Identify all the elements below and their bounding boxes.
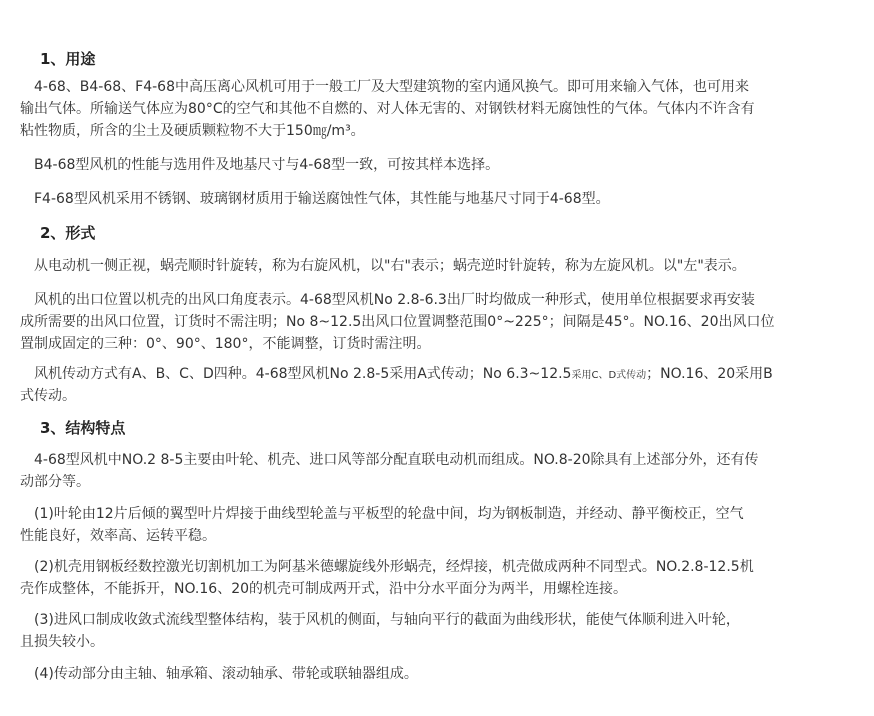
paragraph-line: (2)机壳用钢板经数控激光切割机加工为阿基米德螺旋线外形蜗壳，经焊接，机壳做成两种不同型式。NO.2.8-12.5机 — [20, 559, 754, 575]
paragraph — [20, 188, 858, 210]
paragraph-line: 动部分等。 — [20, 474, 90, 490]
paragraph-line: (1)叶轮由12片后倾的翼型叶片焊接于曲线型轮盖与平板型的轮盘中间，均为钢板制造，并经动、静平衡校正，空气 — [20, 506, 744, 522]
paragraph — [20, 255, 858, 277]
paragraph — [20, 556, 858, 600]
paragraph-line: B4-68型风机的性能与选用件及地基尺寸与4-68型一致，可按其样本选择。 — [20, 157, 500, 173]
section-heading-usage: 1、用途 — [40, 50, 96, 68]
paragraph — [20, 449, 858, 493]
section-heading-structure: 3、结构特点 — [40, 419, 126, 437]
paragraph-line: 从电动机一侧正视，蜗壳顺时针旋转，称为右旋风机，以"右"表示；蜗壳逆时针旋转，称为左旋风机。以"左"表示。 — [20, 258, 746, 274]
paragraph — [20, 76, 858, 142]
paragraph — [20, 609, 858, 653]
paragraph-line: (4)传动部分由主轴、轴承箱、滚动轴承、带轮或联轴器组成。 — [20, 666, 418, 682]
paragraph — [20, 503, 858, 547]
paragraph — [20, 363, 858, 407]
paragraph — [20, 154, 858, 176]
section-heading-form: 2、形式 — [40, 224, 96, 242]
paragraph-line: 且损失较小。 — [20, 634, 104, 650]
paragraph-line — [20, 363, 858, 385]
paragraph-line: F4-68型风机采用不锈钢、玻璃钢材质用于输送腐蚀性气体，其性能与地基尺寸同于4-68型。 — [20, 191, 610, 207]
paragraph — [20, 289, 858, 355]
paragraph-line: 成所需要的出风口位置，订货时不需注明；No 8~12.5出风口位置调整范围0°~225°；间隔是45°。NO.16、20出风口位 — [20, 314, 775, 330]
text-segment: ；NO.16、20采用B — [646, 366, 773, 382]
paragraph-line: 式传动。 — [20, 388, 76, 404]
text-segment: 风机传动方式有A、B、C、D四种。4-68型风机No 2.8-5采用A式传动；No 6.3~12.5 — [20, 366, 572, 382]
paragraph-line: 粘性物质，所含的尘土及硬质颗粒物不大于150㎎/m³。 — [20, 123, 365, 139]
paragraph-line: 输出气体。所输送气体应为80°C的空气和其他不自燃的、对人体无害的、对钢铁材料无腐蚀性的气体。气体内不许含有 — [20, 101, 755, 117]
paragraph-line: 风机的出口位置以机壳的出风口角度表示。4-68型风机No 2.8-6.3出厂时均做成一种形式，使用单位根据要求再安装 — [20, 292, 755, 308]
paragraph-line: 壳作成整体，不能拆开，NO.16、20的机壳可制成两开式，沿中分水平面分为两半，用螺栓连接。 — [20, 581, 628, 597]
paragraph-line: 置制成固定的三种：0°、90°、180°，不能调整，订货时需注明。 — [20, 336, 431, 352]
small-text: 采用C、D式传动 — [571, 370, 647, 381]
paragraph-line: (3)进风口制成收敛式流线型整体结构，装于风机的侧面，与轴向平行的截面为曲线形状，能使气体顺利进入叶轮， — [20, 612, 740, 628]
paragraph-line: 4-68、B4-68、F4-68中高压离心风机可用于一般工厂及大型建筑物的室内通风换气。即可用来输入气体，也可用来 — [20, 79, 749, 95]
paragraph-line: 4-68型风机中NO.2 8-5主要由叶轮、机壳、进口风等部分配直联电动机而组成。NO.8-20除具有上述部分外，还有传 — [20, 452, 759, 468]
paragraph — [20, 663, 858, 685]
paragraph-line: 性能良好，效率高、运转平稳。 — [20, 528, 216, 544]
